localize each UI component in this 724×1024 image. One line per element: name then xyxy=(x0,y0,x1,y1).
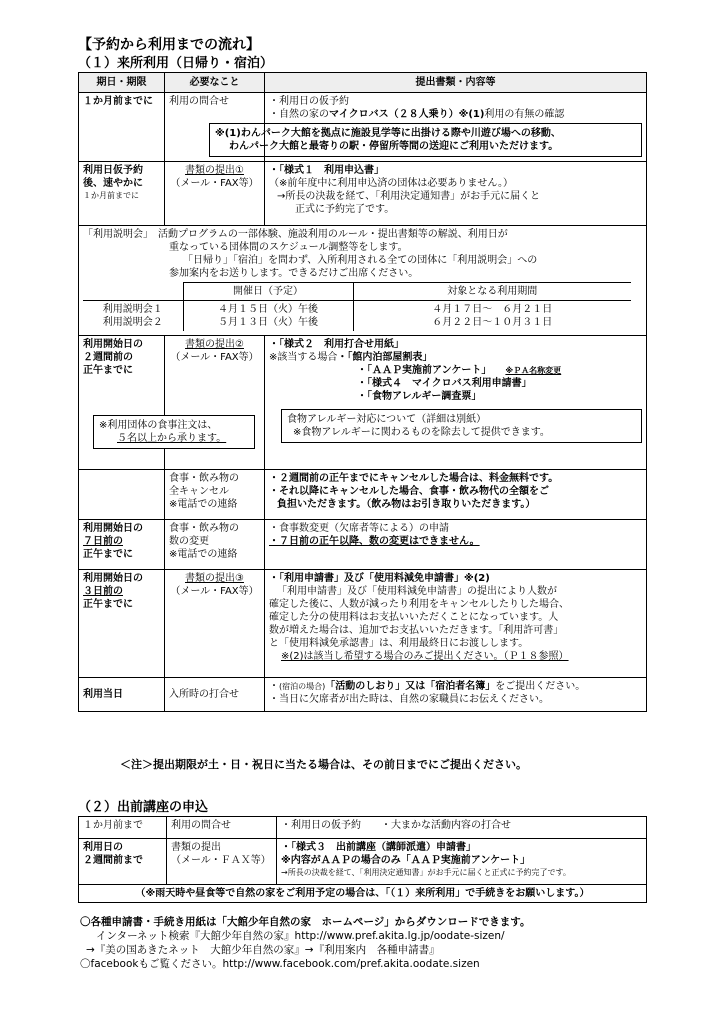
t2-row1-required: 利用の問合せ xyxy=(167,817,277,839)
row4-line xyxy=(269,351,642,364)
row5-line: ・それ以降にキャンセルした場合、食事・飲み物代の全額をご xyxy=(269,486,549,497)
row8-text: ・ xyxy=(269,681,279,692)
schedule-header-date: 開催日（予定） xyxy=(183,283,353,301)
row2-deadline-line: １か月前までに xyxy=(83,191,139,200)
briefing-line: 重なっている団体間のスケジュール調整等をします。 xyxy=(169,242,408,253)
row2-deadline xyxy=(79,162,165,226)
meal-order-note-box xyxy=(93,415,255,449)
row6-required-line: 数の変更 xyxy=(169,536,209,547)
row6-line: ・７日前の正午以降、数の変更はできません。 xyxy=(269,536,480,547)
row4-line: ・「様式２ 利用打合せ用紙」 xyxy=(269,339,404,350)
reservation-flow-table xyxy=(78,72,647,712)
table-row xyxy=(79,570,647,678)
row2-required xyxy=(165,162,265,226)
row6-required xyxy=(165,520,265,570)
row5-line: ・２週間前の正午までにキャンセルした場合は、料金無料です。 xyxy=(269,473,559,484)
footer xyxy=(80,915,530,971)
row2-deadline-line: 利用日仮予約 xyxy=(83,165,143,176)
row7-line: 確定した分の使用料はお支払いいただくことになっています。人 xyxy=(269,612,559,623)
schedule-session-name xyxy=(83,301,183,332)
table-row xyxy=(79,885,647,903)
table-row xyxy=(79,678,647,712)
t2-row2-required xyxy=(167,839,277,885)
row6-deadline-line: ７日前の xyxy=(83,536,123,547)
row8-text: (宿泊の場合) xyxy=(279,682,326,691)
row4-line xyxy=(269,364,642,377)
row7-deadline xyxy=(79,570,165,678)
schedule-header-period: 対象となる利用期間 xyxy=(353,283,631,301)
row4-line: ・「食物アレルギー調査票」 xyxy=(357,391,482,402)
row5-line: 負担いただきます。（飲み物はお引き取りいただきます。） xyxy=(277,499,536,510)
row6-deadline-line: 正午までに xyxy=(83,549,133,560)
meal-order-note-line: ５名以上から承ります。 xyxy=(117,433,227,444)
row8-bold-text: 「活動のしおり」又は「宿泊者名簿」 xyxy=(325,681,496,692)
row4-required-line: （メール・FAX等） xyxy=(170,352,259,363)
row8-line: ・当日に欠席者が出た時は、自然の家職員にお伝えください。 xyxy=(269,694,549,705)
row7-line: 数が増えた場合は、追加でお支払いいただきます。「利用許可書」 xyxy=(269,625,564,636)
meal-order-note-line: ※利用団体の食事注文は、 xyxy=(99,420,218,431)
row7-line: ・「利用申請書」及び「使用料減免申請書」※(2) xyxy=(269,573,490,584)
header-required: 必要なこと xyxy=(165,73,265,93)
schedule-session-period xyxy=(353,301,631,332)
outreach-lecture-table xyxy=(78,816,647,903)
microbus-note-line: わんパーク大館と最寄りの駅・停留所等間の送迎にご利用いただけます。 xyxy=(229,141,559,152)
row2-line: ・「様式１ 利用申込書」 xyxy=(269,165,384,176)
session1-name: 利用説明会１ xyxy=(102,304,163,315)
table-row xyxy=(83,301,631,332)
table-row xyxy=(79,162,647,226)
t2-row1-content: ・利用日の仮予約 ・大まかな活動内容の打合せ xyxy=(277,817,647,839)
allergy-note-line: 食物アレルギー対応について（詳細は別紙） xyxy=(287,414,487,425)
header-documents: 提出書類・内容等 xyxy=(265,73,647,93)
row4-note: ※ＰＡ名称変更 xyxy=(505,366,562,375)
allergy-note-box xyxy=(281,409,642,443)
row5-deadline xyxy=(79,470,165,520)
row2-line: （※前年度中に利用申込済の団体は必要ありません。） xyxy=(269,178,513,189)
page-heading: 【予約から利用までの流れ】 xyxy=(78,37,260,53)
row6-line: ・食事数変更（欠席者等による）の申請 xyxy=(269,523,449,534)
row4-bold-text: ・「ＡＡＰ実施前アンケート」 xyxy=(357,365,492,376)
row2-required-line: 書類の提出① xyxy=(185,165,244,176)
row8-content xyxy=(265,678,647,712)
session1-date: ４月１５日（火）午後 xyxy=(218,304,318,315)
row7-deadline-line: ３日前の xyxy=(83,586,123,597)
t2-row2-line: →所長の決裁を経て、「利用決定通知書」がお手元に届くと正式に予約完了です。 xyxy=(281,868,571,877)
row1-content xyxy=(215,93,647,162)
row6-required-line: 食事・飲み物の xyxy=(169,523,239,534)
session2-period: ６月２２日〜１０月３１日 xyxy=(432,317,553,328)
row2-required-line: （メール・FAX等） xyxy=(170,178,259,189)
row2-line: →所長の決裁を経て、「利用決定通知書」がお手元に届くと xyxy=(277,191,541,202)
row2-deadline-line: 後、速やかに xyxy=(83,178,143,189)
row8-line xyxy=(269,680,642,693)
row4-required xyxy=(165,336,265,470)
table-row xyxy=(79,520,647,570)
row7-required-line: 書類の提出③ xyxy=(185,573,244,584)
row1-required: 利用の問合せ xyxy=(165,93,265,162)
table-row xyxy=(79,817,647,839)
row4-deadline-line: 利用開始日の xyxy=(83,339,143,350)
row8-text: をご提出ください。 xyxy=(495,681,586,692)
t2-row1-deadline: １か月前まで xyxy=(79,817,167,839)
briefing-line: 「利用説明会」 活動プログラムの一部体験、施設利用のルール・提出書類等の解説、利用日が xyxy=(83,229,508,240)
row5-required xyxy=(165,470,265,520)
table-row xyxy=(79,839,647,885)
row7-deadline-line: 正午までに xyxy=(83,599,133,610)
row7-line: と「使用料減免承認書」は、利用最終日にお渡しします。 xyxy=(269,638,529,649)
footer-download-note: 〇各種申請書・手続き用紙は「大館少年自然の家 ホームページ」からダウンロードできます。 xyxy=(80,916,531,928)
row4-content xyxy=(265,336,647,470)
t2-row2-line: ※内容がＡＡＰの場合のみ「ＡＡＰ実施前アンケート」 xyxy=(281,855,531,866)
briefing-session-cell xyxy=(79,226,647,336)
table-header-row xyxy=(79,73,647,93)
row7-line: 「利用申請書」及び「使用料減免申請書」の提出により人数が xyxy=(277,586,557,597)
section2-title: （２）出前講座の申込 xyxy=(78,800,209,815)
briefing-line: 参加案内をお送りします。できるだけご出席ください。 xyxy=(169,268,419,279)
row7-line: ※(2)は該当し希望する場合のみご提出ください。（Ｐ１８参照） xyxy=(281,651,569,662)
row4-text: ※該当する場合 xyxy=(269,352,338,363)
t2-row2-required-line: 書類の提出 xyxy=(171,842,221,853)
row1-text: ・自然の家の xyxy=(269,109,329,120)
row2-line: 正式に予約完了です。 xyxy=(295,204,395,215)
row4-required-line: 書類の提出② xyxy=(185,339,244,350)
row6-deadline-line: 利用開始日の xyxy=(83,523,143,534)
t2-row2-deadline-line: 利用日の xyxy=(83,842,123,853)
row1-line: ・利用日の仮予約 xyxy=(269,96,349,107)
row8-deadline: 利用当日 xyxy=(79,678,165,712)
footer-search-link[interactable]: インターネット検索『大館少年自然の家』http://www.pref.akita.lg.jp/oodate-sizen/ xyxy=(96,930,505,942)
table-row xyxy=(83,283,631,301)
row7-required xyxy=(165,570,265,678)
t2-footnote: （※雨天時や昼食等で自然の家をご利用予定の場合は、「（１）来所利用」で手続きをお願いします。） xyxy=(79,885,647,903)
session1-period: ４月１７日〜 ６月２１日 xyxy=(432,304,553,315)
row6-content xyxy=(265,520,647,570)
t2-row2-deadline xyxy=(79,839,167,885)
row1-bold-text: マイクロバス（２８人乗り）※(1) xyxy=(329,109,485,120)
t2-row2-line: ・「様式３ 出前講座（講師派遣）申請書」 xyxy=(281,842,476,853)
row6-deadline xyxy=(79,520,165,570)
row4-bold-text: ・「館内泊部屋割表」 xyxy=(337,352,433,363)
section1-title: （１）来所利用（日帰り・宿泊） xyxy=(78,56,274,71)
row8-required: 入所時の打合せ xyxy=(165,678,265,712)
row5-content xyxy=(265,470,647,520)
schedule-session-date xyxy=(183,301,353,332)
row5-required-line: ※電話での連絡 xyxy=(169,499,238,510)
session2-date: ５月１３日（火）午後 xyxy=(218,317,318,328)
t2-row2-required-line: （メール・ＦＡＸ等） xyxy=(171,855,271,866)
t2-row2-content xyxy=(277,839,647,885)
row4-deadline-line: ２週間前の xyxy=(83,352,133,363)
microbus-note-box xyxy=(209,123,642,157)
row2-content xyxy=(265,162,647,226)
microbus-note-line: ※(1)わんパーク大館を拠点に施設見学等に出掛ける際や川遊び場への移動、 xyxy=(215,128,561,139)
row4-deadline-line: 正午までに xyxy=(83,365,133,376)
header-deadline: 期日・期限 xyxy=(79,73,165,93)
footer-navigation-path: →『美の国あきたネット 大館少年自然の家』→『利用案内 各種申請書』 xyxy=(86,944,440,956)
table-row xyxy=(79,336,647,470)
t2-row2-deadline-line: ２週間前まで xyxy=(83,855,143,866)
row7-line: 確定した後に、人数が減ったり利用をキャンセルしたりした場合、 xyxy=(269,599,569,610)
table-row xyxy=(79,226,647,336)
briefing-line: 「日帰り」「宿泊」を問わず、入所利用される全ての団体に「利用説明会」への xyxy=(183,255,538,266)
row7-required-line: （メール・FAX等） xyxy=(170,586,259,597)
row7-content xyxy=(265,570,647,678)
row4-line: ・「様式４ マイクロバス利用申請書」 xyxy=(357,378,532,389)
row5-required-line: 食事・飲み物の xyxy=(169,473,239,484)
row6-required-line: ※電話での連絡 xyxy=(169,549,238,560)
briefing-schedule-table xyxy=(83,282,631,331)
table-row xyxy=(79,93,647,162)
row7-deadline-line: 利用開始日の xyxy=(83,573,143,584)
deadline-note: ＜注＞提出期限が土・日・祝日に当たる場合は、その前日までにご提出ください。 xyxy=(120,758,527,771)
session2-name: 利用説明会２ xyxy=(102,317,163,328)
row5-required-line: 全キャンセル xyxy=(169,486,229,497)
footer-facebook-link[interactable]: 〇facebookもご覧ください。http://www.facebook.com/pref.akita.oodate.sizen xyxy=(80,958,480,970)
row1-text: 利用の有無の確認 xyxy=(484,109,565,120)
row1-deadline: １か月前までに xyxy=(79,93,165,162)
table-row xyxy=(79,470,647,520)
allergy-note-line: ※食物アレルギーに関わるものを除去して提供できます。 xyxy=(293,427,550,438)
row1-line xyxy=(269,108,642,121)
